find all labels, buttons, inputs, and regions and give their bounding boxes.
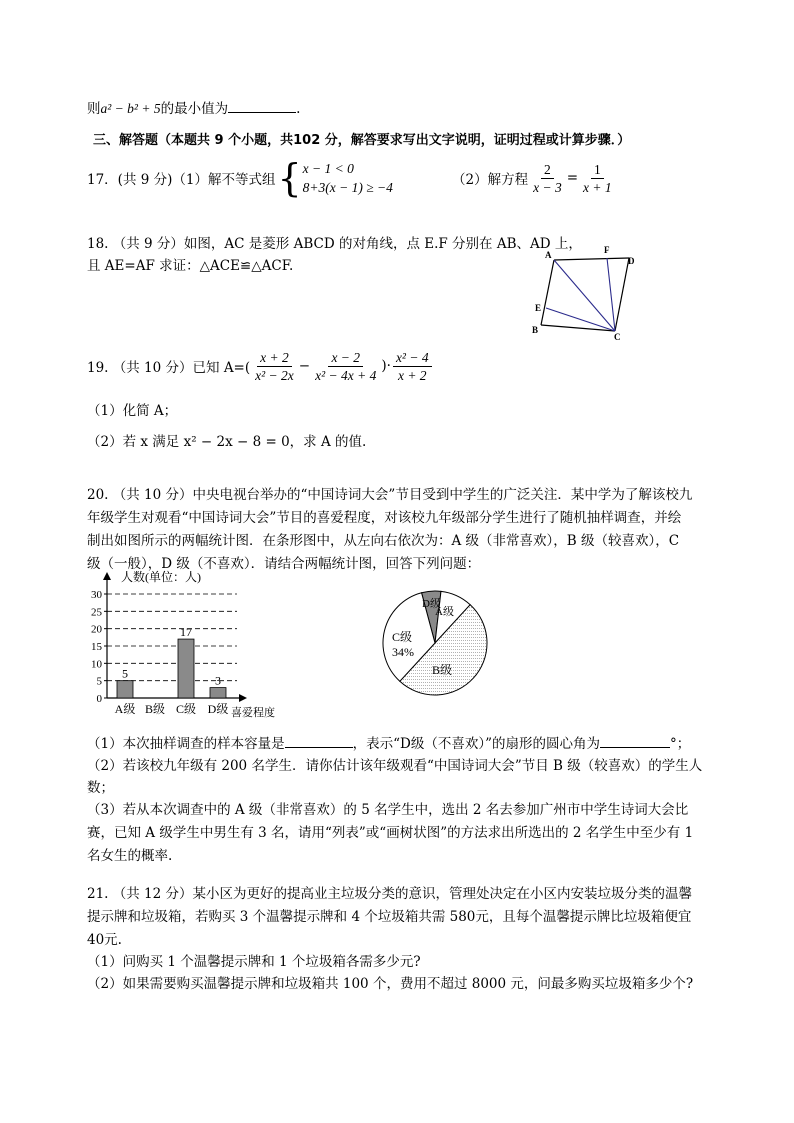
pie-label-c: C级 <box>392 630 413 644</box>
q21-sub1: （1）问购买 1 个温馨提示牌和 1 个垃圾箱各需多少元? <box>87 954 421 970</box>
y-tick-label: 0 <box>96 693 102 705</box>
q20-sub1: （1）本次抽样调查的样本容量是 ，表示“D级（不喜欢）”的扇形的圆心角为 °； <box>87 732 690 752</box>
y-tick-label: 20 <box>91 623 102 636</box>
section-heading: 三、解答题（本题共 9 个小题，共102 分，解答要求写出文字说明，证明过程或计算步骤．） <box>93 133 631 148</box>
q18-line2: 且 AE=AF 求证：△ACE≌△ACF. <box>87 258 294 274</box>
bar-chart <box>85 564 315 722</box>
q20-line2: 年级学生对观看“中国诗词大会”节目的喜爱程度，对该校九年级部分学生进行了随机抽样调查，并绘 <box>87 510 682 526</box>
inequality-2: 8+3(x − 1) ≥ −4 <box>302 180 393 195</box>
q16-prefix: 则 <box>87 101 101 117</box>
pie-chart <box>375 588 500 698</box>
vertex-e-label: E <box>535 303 542 313</box>
q17 <box>87 158 393 198</box>
q20-sub3a: （3）若从本次调查中的 A 级（非常喜欢）的 5 名学生中，选出 2 名去参加广州市中学生诗词大会比 <box>87 802 689 818</box>
q21-line1: 21. （共 12 分）某小区为更好的提高业主垃圾分类的意识，管理处决定在小区内安装垃圾分类的温馨 <box>87 886 693 902</box>
q20-sub3c: 名女生的概率. <box>87 848 173 864</box>
q16-answer-blank[interactable] <box>228 98 296 113</box>
pie-label-d: D级 <box>422 598 441 610</box>
bar-value-label: 17 <box>180 625 192 640</box>
vertex-d-label: D <box>628 256 635 266</box>
q20-sub2b: 数； <box>87 780 114 796</box>
q17-part2-label: （2）解方程 <box>452 172 529 188</box>
q16-expression: a² − b² + 5 <box>100 101 161 116</box>
q21-sub2: （2）如果需要购买温馨提示牌和垃圾箱共 100 个，费用不超过 8000 元，问最多购买垃圾箱多少个? <box>87 976 694 992</box>
bar-value-label: 3 <box>215 673 221 688</box>
system-brace: { <box>277 156 302 200</box>
bars <box>117 625 226 698</box>
y-tick-label: 25 <box>91 606 102 619</box>
pie-percent-c: 34% <box>392 645 414 659</box>
x-axis-label: 喜爱程度 <box>231 707 275 719</box>
vertex-f-label: F <box>604 245 610 255</box>
bar <box>117 681 133 698</box>
x-tick-label: D级 <box>207 702 229 716</box>
inequality-1: x − 1 < 0 <box>302 161 354 176</box>
bar <box>210 688 226 698</box>
y-tick-label: 5 <box>96 675 102 688</box>
angle-blank[interactable] <box>600 733 670 748</box>
x-tick-label: B级 <box>144 702 166 716</box>
y-axis-arrow <box>103 572 111 580</box>
y-tick-label: 30 <box>91 589 102 601</box>
x-tick-labels <box>115 702 229 716</box>
q17-fraction-left: $\frac{2}{x - 3}$ <box>533 161 562 195</box>
x-tick-label: C级 <box>175 702 197 716</box>
q17-part2 <box>452 158 617 198</box>
vertex-a-label: A <box>545 250 552 260</box>
q20-sub3b: 赛，已知 A 级学生中男生有 3 名，请用“列表”或“画树状图”的方法求出所选出的 2 名学生中至少有 1 <box>87 825 694 841</box>
q20-line1: 20. （共 10 分）中央电视台举办的“中国诗词大会”节目受到中学生的广泛关注．某中学为了解该校九 <box>87 487 693 503</box>
q17-fraction-right: $\frac{1}{x + 1}$ <box>583 161 612 195</box>
bar <box>178 639 194 698</box>
q20-sub2a: （2）若该校九年级有 200 名学生．请你估计该年级观看“中国诗词大会”节目 B 级（较喜欢）的学生人 <box>87 758 703 774</box>
q17-equals: = <box>566 170 579 186</box>
q21-line2: 提示牌和垃圾箱，若购买 3 个温馨提示牌和 4 个垃圾箱共需 580元，且每个温馨提示牌比垃圾箱便宜 <box>87 909 692 925</box>
q18-line1: 18. （共 9 分）如图，AC 是菱形 ABCD 的对角线，点 E.F 分别在 AB、AD 上， <box>87 236 582 252</box>
q16-suffix: 的最小值为 <box>160 101 229 117</box>
sample-size-blank[interactable] <box>285 733 353 748</box>
q19-minus: − <box>298 358 311 374</box>
y-tick-label: 10 <box>91 658 102 671</box>
q19-term1: $\frac{x + 2}{\text{x² − 2x}}$ <box>255 349 294 383</box>
rhombus-figure <box>505 240 645 345</box>
pie-label-b: B级 <box>432 663 453 677</box>
q19-term2: $\frac{x - 2}{\text{x² − 4x + 4}}$ <box>315 349 377 383</box>
q19-expression <box>87 345 434 387</box>
y-axis-label: 人数(单位：人) <box>121 570 201 584</box>
vertex-c-label: C <box>614 332 621 342</box>
q16-tail: 则a² − b² + 5的最小值为 . <box>87 97 300 117</box>
bar-value-label: 5 <box>122 666 128 681</box>
q17-label: 17．(共 9 分)（1）解不等式组 <box>87 172 276 188</box>
vertex-b-label: B <box>532 325 539 335</box>
q20-line4: 级（一般），D 级（不喜欢）．请结合两幅统计图，回答下列问题： <box>87 556 481 572</box>
q21-line3: 40元. <box>87 932 122 948</box>
x-tick-label: A级 <box>114 702 136 716</box>
q19-term3: $\frac{\text{x² − 4}}{x + 2}$ <box>393 349 432 384</box>
y-tick-label: 15 <box>91 641 102 653</box>
q19-sub2: （2）若 x 满足 x² − 2x − 8 = 0，求 A 的值. <box>87 434 367 450</box>
q19-sub1: （1）化简 A； <box>87 403 178 419</box>
q20-line3: 制出如图所示的两幅统计图．在条形图中，从左向右依次为：A 级（非常喜欢），B 级（较喜欢），C <box>87 533 680 549</box>
pie-label-a: A级 <box>435 606 454 618</box>
x-axis-arrow <box>239 694 247 702</box>
q19-close-paren: )· <box>381 358 391 374</box>
q19-label: 19. （共 10 分）已知 A=( <box>87 360 251 376</box>
inequality-system <box>303 159 393 197</box>
y-tick-labels <box>91 589 103 705</box>
